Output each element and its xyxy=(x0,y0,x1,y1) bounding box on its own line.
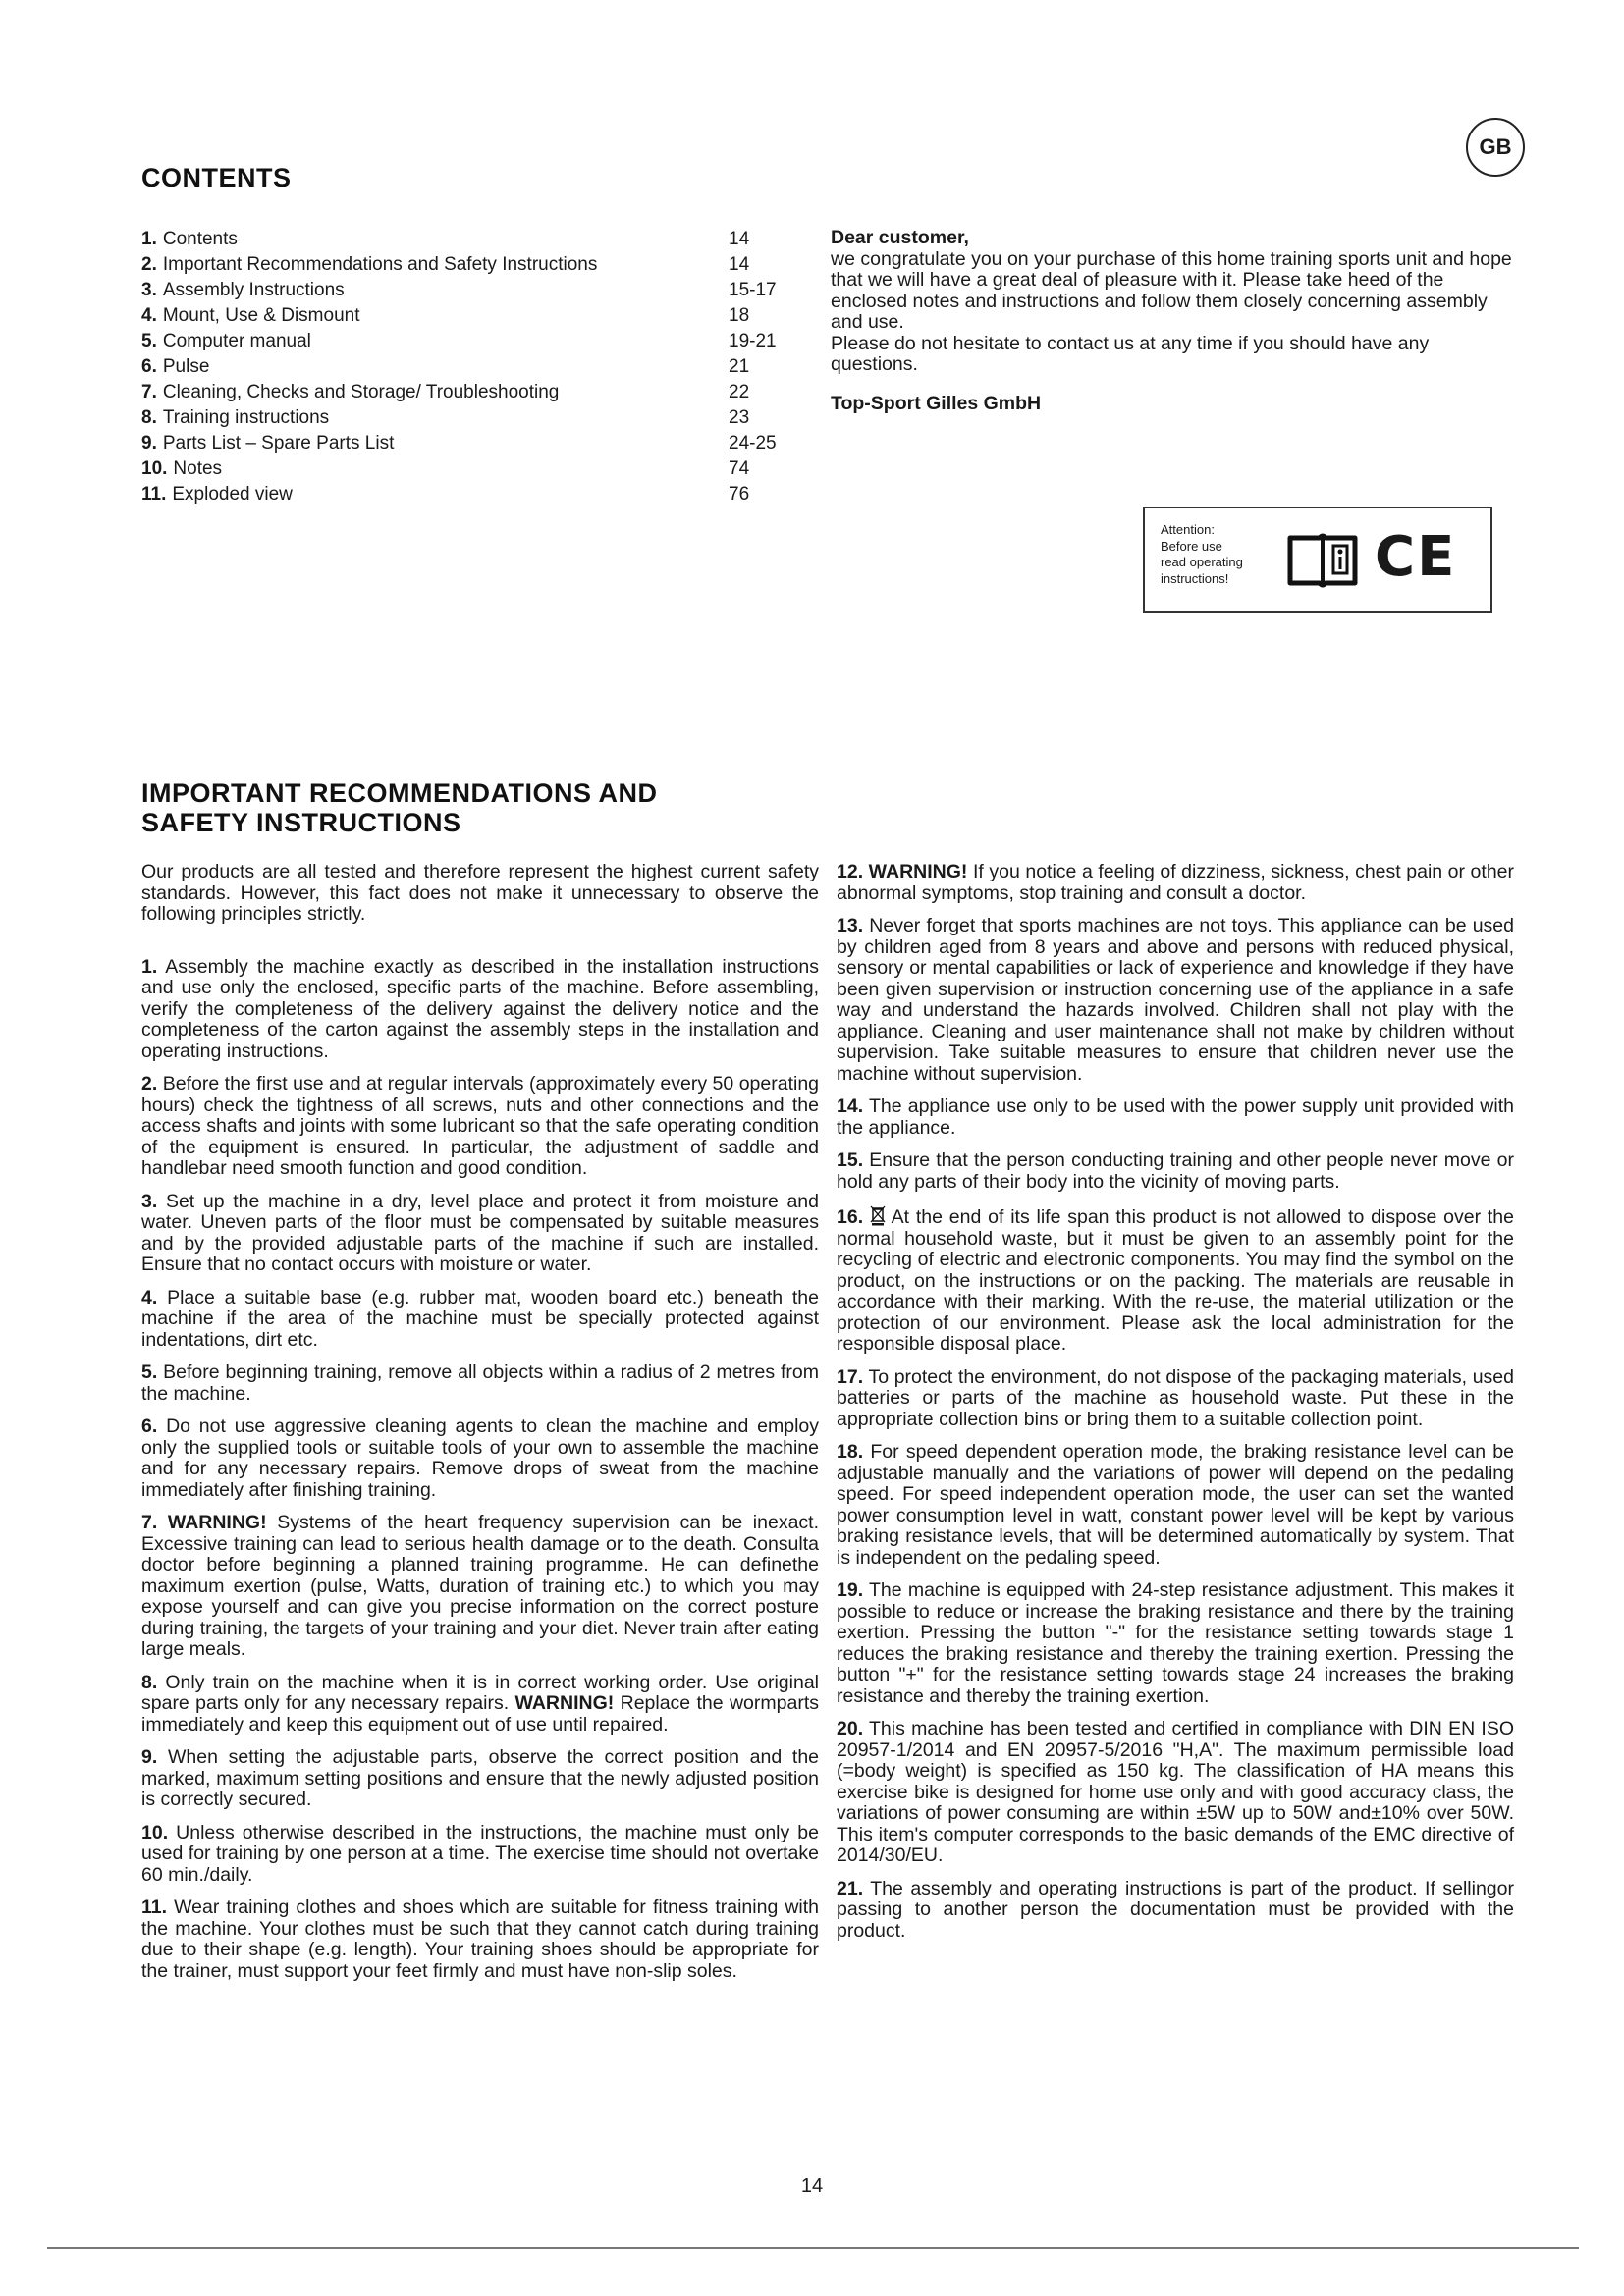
safety-item: 15. Ensure that the person conducting training and other people never move or hold any parts of their body into the vicinity of moving parts. xyxy=(837,1149,1514,1193)
language-badge: GB xyxy=(1466,118,1525,177)
safety-item: 4. Place a suitable base (e.g. rubber mat, wooden board etc.) beneath the machine if the area of the machine must be specially protected against indentations, dirt etc. xyxy=(141,1286,820,1351)
safety-item: 6. Do not use aggressive cleaning agents to clean the machine and employ only the supplied tools or suitable tools of your own to assemble the machine and for any necessary repairs. Remove drops of sweat from the machine immediately after finishing training. xyxy=(141,1415,819,1501)
attention-text: Attention: Before use read operating instructions! xyxy=(1161,522,1243,586)
toc-item: 11. Exploded view 76 xyxy=(141,484,750,505)
crossed-bin-icon xyxy=(870,1204,886,1226)
safety-left-column xyxy=(141,862,819,1994)
contents-heading: CONTENTS xyxy=(141,163,292,192)
safety-intro: Our products are all tested and therefore represent the highest current safety standards. However, this fact does not make it unnecessary to observe the following principles strictly. xyxy=(141,861,819,925)
toc-item: 9. Parts List – Spare Parts List 24-25 xyxy=(141,433,777,454)
safety-item: 13. Never forget that sports machines are not toys. This appliance can be used by children aged from 8 years and above and persons with reduced physical, sensory or mental capabilities or lack of experience and knowledge if they have been given supervision or instruction concerning use of the appliance in a safe way and understand the hazards involved. Children shall not play with the appliance. Cleaning and user maintenance shall not make by children without supervision. Take suitable measures to ensure that children never use the machine without supervision. xyxy=(837,915,1514,1085)
safety-right-column xyxy=(837,862,1514,1953)
safety-item: 5. Before beginning training, remove all objects within a radius of 2 metres from the machine. xyxy=(141,1362,820,1405)
safety-item: 7. WARNING! Systems of the heart frequency supervision can be inexact. Excessive training can lead to serious health damage or to the death. Consulta doctor before beginning a planned training programme. He can definethe maximum exertion (pulse, Watts, duration of training etc.) to which you may expose yourself and can give you precise information on the correct posture during training, the targets of your training and your diet. Never train after eating large meals. xyxy=(141,1512,820,1660)
safety-item: 10. Unless otherwise described in the instructions, the machine must only be used for training by one person at a time. The exercise time should not overtake 60 min./daily. xyxy=(141,1821,819,1886)
toc-item: 3. Assembly Instructions 15-17 xyxy=(141,280,777,300)
page-number: 14 xyxy=(800,2175,824,2197)
warning-label: WARNING! xyxy=(514,1692,615,1714)
safety-item: 18. For speed dependent operation mode, the braking resistance level can be adjustable manually and the variations of power will depend on the pedaling speed. For speed independent operation mode, the user can set the wanted power consumption level in watt, constant power level will be kept by various braking resistance levels, that will be determined automatically by system. That is independent on the pedaling speed. xyxy=(837,1441,1514,1569)
safety-item: 20. This machine has been tested and certified in compliance with DIN EN ISO 20957-1/2014 and EN 20957-5/2016 "H,A". The maximum permissible load (=body weight) is specified as 150 kg. The classification of HA means this exercise bike is designed for home use only and with good accuracy class, the variations of power consuming are within ±5W up to 50W and±10% over 50W. This item's computer corresponds to the basic demands of the EMC directive of 2014/30/EU. xyxy=(837,1718,1514,1866)
safety-item: 2. Before the first use and at regular intervals (approximately every 50 operating hours) check the tightness of all screws, nuts and other connections and the access shafts and joints with some lubricant so that the safe operating condition of the equipment is ensured. In particular, the adjustment of saddle and handlebar need smooth function and good condition. xyxy=(141,1073,820,1179)
warning-label: WARNING! xyxy=(868,861,968,882)
toc-item: 2. Important Recommendations and Safety Instructions 14 xyxy=(141,254,750,275)
greeting-contact: Please do not hesitate to contact us at any time if you should have any questions. xyxy=(831,332,1430,375)
safety-item: 11. Wear training clothes and shoes which are suitable for fitness training with the machine. Your clothes must be such that they cannot catch during training due to their shape (e.g. length). Your training shoes should be appropriate for the trainer, must support your feet firmly and must have non-slip soles. xyxy=(141,1896,820,1982)
toc-item: 5. Computer manual 19-21 xyxy=(141,331,777,351)
safety-item: 9. When setting the adjustable parts, observe the correct position and the marked, maximum setting positions and ensure that the newly adjusted position is correctly secured. xyxy=(141,1746,820,1810)
toc-item: 1. Contents 14 xyxy=(141,229,750,249)
ce-mark: CE xyxy=(1375,525,1457,589)
toc-item: 6. Pulse 21 xyxy=(141,356,750,377)
attention-box xyxy=(1143,507,1492,613)
safety-item: 19. The machine is equipped with 24-step resistance adjustment. This makes it possible to reduce or increase the braking resistance and there by the training exertion. Pressing the button "-" for the resistance setting towards stage 1 reduces the braking resistance and thereby the training exertion. Pressing the button "+" for the resistance setting towards stage 24 increases the braking resistance and thereby the training exertion. xyxy=(837,1579,1514,1707)
warning-label: WARNING! xyxy=(167,1512,267,1533)
safety-item: 16. At the end of its life span this product is not allowed to dispose over the normal household waste, but it must be given to an assembly point for the recycling of electric and electronic components. You may find the symbol on the product, on the instructions or on the packing. The materials are reusable in accordance with their marking. With the re-use, the material utilization or the protection of our environment. Please ask the local administration for the responsible disposal place. xyxy=(837,1206,1515,1355)
safety-item: 3. Set up the machine in a dry, level place and protect it from moisture and water. Uneven parts of the floor must be compensated by suitable measures and by the provided adjustable parts of the machine if such are installed. Ensure that no contact occurs with moisture or water. xyxy=(141,1190,819,1275)
safety-item: 17. To protect the environment, do not dispose of the packaging materials, used batteries or parts of the machine as household waste. Put these in the appropriate collection bins or bring them to a suitable collection point. xyxy=(837,1365,1514,1430)
safety-item: 14. The appliance use only to be used with the power supply unit provided with the appliance. xyxy=(837,1095,1514,1139)
toc-item: 4. Mount, Use & Dismount 18 xyxy=(141,305,750,326)
footer-divider xyxy=(47,2247,1579,2249)
safety-heading: IMPORTANT RECOMMENDATIONS AND SAFETY INSTRUCTIONS xyxy=(141,778,658,837)
contents-list xyxy=(141,227,799,507)
safety-item: 1. Assembly the machine exactly as described in the installation instructions and use only the enclosed, specific parts of the machine. Before assembling, verify the completeness of the delivery against the delivery notice and the completeness of the carton against the assembly steps in the installation and operating instructions. xyxy=(141,955,819,1062)
safety-item: 12. WARNING! If you notice a feeling of dizziness, sickness, chest pain or other abnormal symptoms, stop training and consult a doctor. xyxy=(837,861,1515,904)
read-manual-icon xyxy=(1286,532,1359,589)
greeting-body: we congratulate you on your purchase of this home training sports unit and hope that we will have a great deal of pleasure with it. Please take heed of the enclosed notes and instructions and follow them closely concerning assembly and use. xyxy=(831,247,1512,333)
company-name: Top-Sport Gilles GmbH xyxy=(831,392,1042,414)
toc-item: 8. Training instructions 23 xyxy=(141,407,750,428)
toc-item: 10. Notes 74 xyxy=(141,458,750,479)
greeting-salutation: Dear customer, xyxy=(831,227,969,248)
toc-item: 7. Cleaning, Checks and Storage/ Troubleshooting 22 xyxy=(141,382,750,402)
customer-greeting xyxy=(831,228,1518,414)
safety-item: 21. The assembly and operating instructions is part of the product. If sellingor passing to another person the documentation must be provided with the product. xyxy=(837,1877,1514,1942)
safety-item: 8. Only train on the machine when it is in correct working order. Use original spare parts only for any necessary repairs. WARNING! Replace the wormparts immediately and keep this equipment out of use until repaired. xyxy=(141,1671,819,1735)
